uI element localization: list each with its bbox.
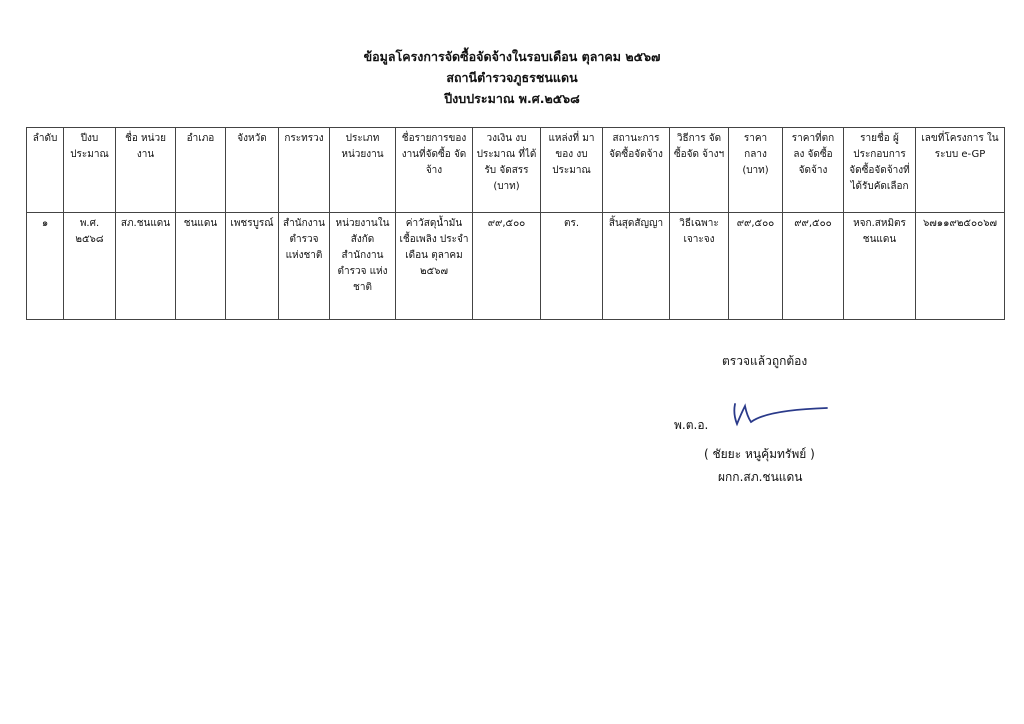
column-header: รายชื่อ ผู้ประกอบการ จัดซื้อจัดจ้างที่ ได้รับคัดเลือก — [844, 128, 916, 213]
table-cell: ค่าวัสดุน้ำมัน เชื้อเพลิง ประจำเดือน ตุลาคม ๒๕๖๗ — [396, 213, 473, 320]
signer-position: ผกก.สภ.ชนแดน — [718, 470, 803, 484]
table-cell: ๖๗๑๑๙๒๕๐๐๖๗ — [916, 213, 1005, 320]
column-header: ประเภท หน่วยงาน — [330, 128, 396, 213]
document-header — [0, 46, 1024, 109]
column-header: แหล่งที่ มาของ งบประมาณ — [541, 128, 603, 213]
signer-name: ( ชัยยะ หนูคุ้มทรัพย์ ) — [704, 447, 815, 461]
verification-note: ตรวจแล้วถูกต้อง — [722, 354, 808, 368]
column-header: ปีงบ ประมาณ — [64, 128, 116, 213]
column-header: กระทรวง — [279, 128, 330, 213]
column-header: ชื่อ หน่วยงาน — [116, 128, 176, 213]
table-cell: ๙๙,๕๐๐ — [473, 213, 541, 320]
column-header: วิธีการ จัดซื้อจัด จ้างฯ — [670, 128, 729, 213]
table-cell: วิธีเฉพาะ เจาะจง — [670, 213, 729, 320]
table-cell: หน่วยงานใน สังกัด สำนักงาน ตำรวจ แห่งชาติ — [330, 213, 396, 320]
column-header: ราคา กลาง (บาท) — [729, 128, 783, 213]
handwritten-signature — [727, 398, 837, 432]
procurement-table — [26, 127, 1005, 320]
table-cell: ๙๙,๕๐๐ — [729, 213, 783, 320]
column-header: ลำดับ — [27, 128, 64, 213]
table-cell: ชนแดน — [176, 213, 226, 320]
table-header-row — [27, 128, 1005, 213]
table-cell: พ.ศ. ๒๕๖๘ — [64, 213, 116, 320]
table-cell: ๙๙,๕๐๐ — [783, 213, 844, 320]
fiscal-year: ปีงบประมาณ พ.ศ.๒๕๖๘ — [444, 91, 580, 106]
column-header: เลขที่โครงการ ใน ระบบ e-GP — [916, 128, 1005, 213]
table-cell: เพชรบูรณ์ — [226, 213, 279, 320]
column-header: อำเภอ — [176, 128, 226, 213]
station-name: สถานีตำรวจภูธรชนแดน — [446, 70, 578, 85]
table-cell: สิ้นสุดสัญญา — [603, 213, 670, 320]
column-header: ราคาที่ตก ลง จัดซื้อ จัดจ้าง — [783, 128, 844, 213]
signer-rank: พ.ต.อ. — [674, 418, 709, 432]
table-row — [27, 213, 1005, 320]
table-cell: ๑ — [27, 213, 64, 320]
column-header: วงเงิน งบประมาณ ที่ได้รับ จัดสรร (บาท) — [473, 128, 541, 213]
table-cell: ตร. — [541, 213, 603, 320]
column-header: จังหวัด — [226, 128, 279, 213]
table-cell: หจก.สหมิตร ชนแดน — [844, 213, 916, 320]
table-cell: สภ.ชนแดน — [116, 213, 176, 320]
column-header: สถานะการ จัดซื้อจัดจ้าง — [603, 128, 670, 213]
table-cell: สำนักงาน ตำรวจ แห่งชาติ — [279, 213, 330, 320]
document-title: ข้อมูลโครงการจัดซื้อจัดจ้างในรอบเดือน ตุลาคม ๒๕๖๗ — [363, 49, 661, 64]
column-header: ชื่อรายการของ งานที่จัดซื้อ จัดจ้าง — [396, 128, 473, 213]
